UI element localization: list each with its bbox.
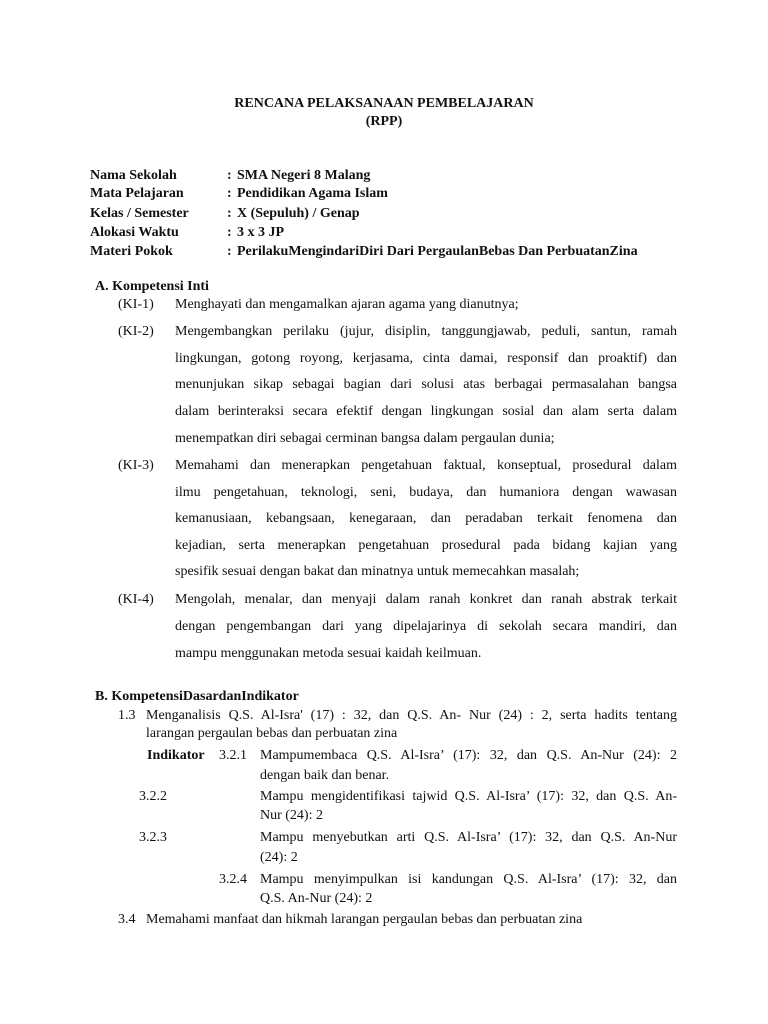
ki-text-line: menempatkan diri sebagai cerminan bangsa dalam pergaulan dunia; — [175, 431, 555, 446]
kd-text-line: Memahami manfaat dan hikmah larangan pergaulan bebas dan perbuatan zina — [146, 912, 583, 927]
ki-text-line: kejadian, serta menerapkan pengetahuan prosedural pada bidang kajian yang — [175, 538, 677, 553]
indicator-text-line: Nur (24): 2 — [260, 808, 323, 823]
indicator-number: 3.2.3 — [139, 830, 167, 845]
ki-text-line: kemanusiaan, kebangsaan, kenegaraan, dan peradaban terkait fenomena dan — [175, 511, 677, 526]
kd-text-line: larangan pergaulan bebas dan perbuatan zina — [146, 726, 398, 741]
doc-title: RENCANA PELAKSANAAN PEMBELAJARAN — [234, 96, 534, 111]
ki-text-line: dengan pengembangan dari yang dipelajarinya di sekolah secara mandiri, dan — [175, 619, 677, 634]
ki-text-line: Menghayati dan mengamalkan ajaran agama yang dianutnya; — [175, 297, 519, 312]
identity-separator: : — [227, 168, 232, 183]
ki-text-line: dalam berinteraksi secara efektif dengan lingkungan sosial dan alam serta dalam — [175, 404, 677, 419]
indicator-text-line: Q.S. An-Nur (24): 2 — [260, 891, 373, 906]
indicator-number: 3.2.4 — [219, 872, 247, 887]
section-b-heading: B. KompetensiDasardanIndikator — [95, 689, 299, 704]
ki-text-line: Mengembangkan perilaku (jujur, disiplin, tanggungjawab, peduli, santun, ramah — [175, 324, 677, 339]
identity-value: 3 x 3 JP — [237, 225, 285, 240]
ki-text-line: Memahami dan menerapkan pengetahuan faktual, konseptual, prosedural dalam — [175, 458, 677, 473]
ki-text-line: menunjukan sikap sebagai bagian dari solusi atas berbagai permasalahan bangsa — [175, 377, 677, 392]
identity-label: Materi Pokok — [90, 244, 173, 259]
ki-text-line: ilmu pengetahuan, teknologi, seni, budaya, dan humaniora dengan wawasan — [175, 485, 677, 500]
ki-code: (KI-4) — [118, 592, 154, 607]
indicator-text-line: Mampu menyimpulkan isi kandungan Q.S. Al-Isra’ (17): 32, dan — [260, 872, 677, 887]
identity-label: Kelas / Semester — [90, 206, 189, 221]
indicator-text-line: Mampumembaca Q.S. Al-Isra’ (17): 32, dan Q.S. An-Nur (24): 2 — [260, 748, 677, 763]
indicator-text-line: dengan baik dan benar. — [260, 768, 390, 783]
identity-separator: : — [227, 206, 232, 221]
identity-value: Pendidikan Agama Islam — [237, 186, 388, 201]
kd-text-line: Menganalisis Q.S. Al-Isra' (17) : 32, dan Q.S. An- Nur (24) : 2, serta hadits tentang — [146, 708, 677, 723]
ki-text-line: spesifik sesuai dengan bakat dan minatnya untuk memecahkan masalah; — [175, 564, 580, 579]
identity-label: Nama Sekolah — [90, 168, 177, 183]
kd-number: 3.4 — [118, 912, 136, 927]
doc-subtitle: (RPP) — [365, 114, 403, 129]
identity-separator: : — [227, 225, 232, 240]
identity-separator: : — [227, 244, 232, 259]
indikator-label: Indikator — [147, 748, 205, 763]
identity-value: PerilakuMengindariDiri Dari PergaulanBebas Dan PerbuatanZina — [237, 244, 638, 259]
indicator-text-line: (24): 2 — [260, 850, 298, 865]
indicator-number: 3.2.2 — [139, 789, 167, 804]
section-a-heading: A. Kompetensi Inti — [95, 279, 209, 294]
identity-value: X (Sepuluh) / Genap — [237, 206, 360, 221]
identity-label: Mata Pelajaran — [90, 186, 184, 201]
indicator-text-line: Mampu mengidentifikasi tajwid Q.S. Al-Isra’ (17): 32, dan Q.S. An- — [260, 789, 677, 804]
identity-label: Alokasi Waktu — [90, 225, 179, 240]
ki-text-line: mampu menggunakan metoda sesuai kaidah keilmuan. — [175, 646, 482, 661]
ki-code: (KI-2) — [118, 324, 154, 339]
ki-text-line: Mengolah, menalar, dan menyaji dalam ranah konkret dan ranah abstrak terkait — [175, 592, 677, 607]
ki-code: (KI-3) — [118, 458, 154, 473]
ki-code: (KI-1) — [118, 297, 154, 312]
indicator-text-line: Mampu menyebutkan arti Q.S. Al-Isra’ (17): 32, dan Q.S. An-Nur — [260, 830, 677, 845]
kd-number: 1.3 — [118, 708, 136, 723]
ki-text-line: lingkungan, gotong royong, kerjasama, cinta damai, responsif dan proaktif) dan — [175, 351, 677, 366]
identity-separator: : — [227, 186, 232, 201]
identity-value: SMA Negeri 8 Malang — [237, 168, 371, 183]
indicator-number: 3.2.1 — [219, 748, 247, 763]
